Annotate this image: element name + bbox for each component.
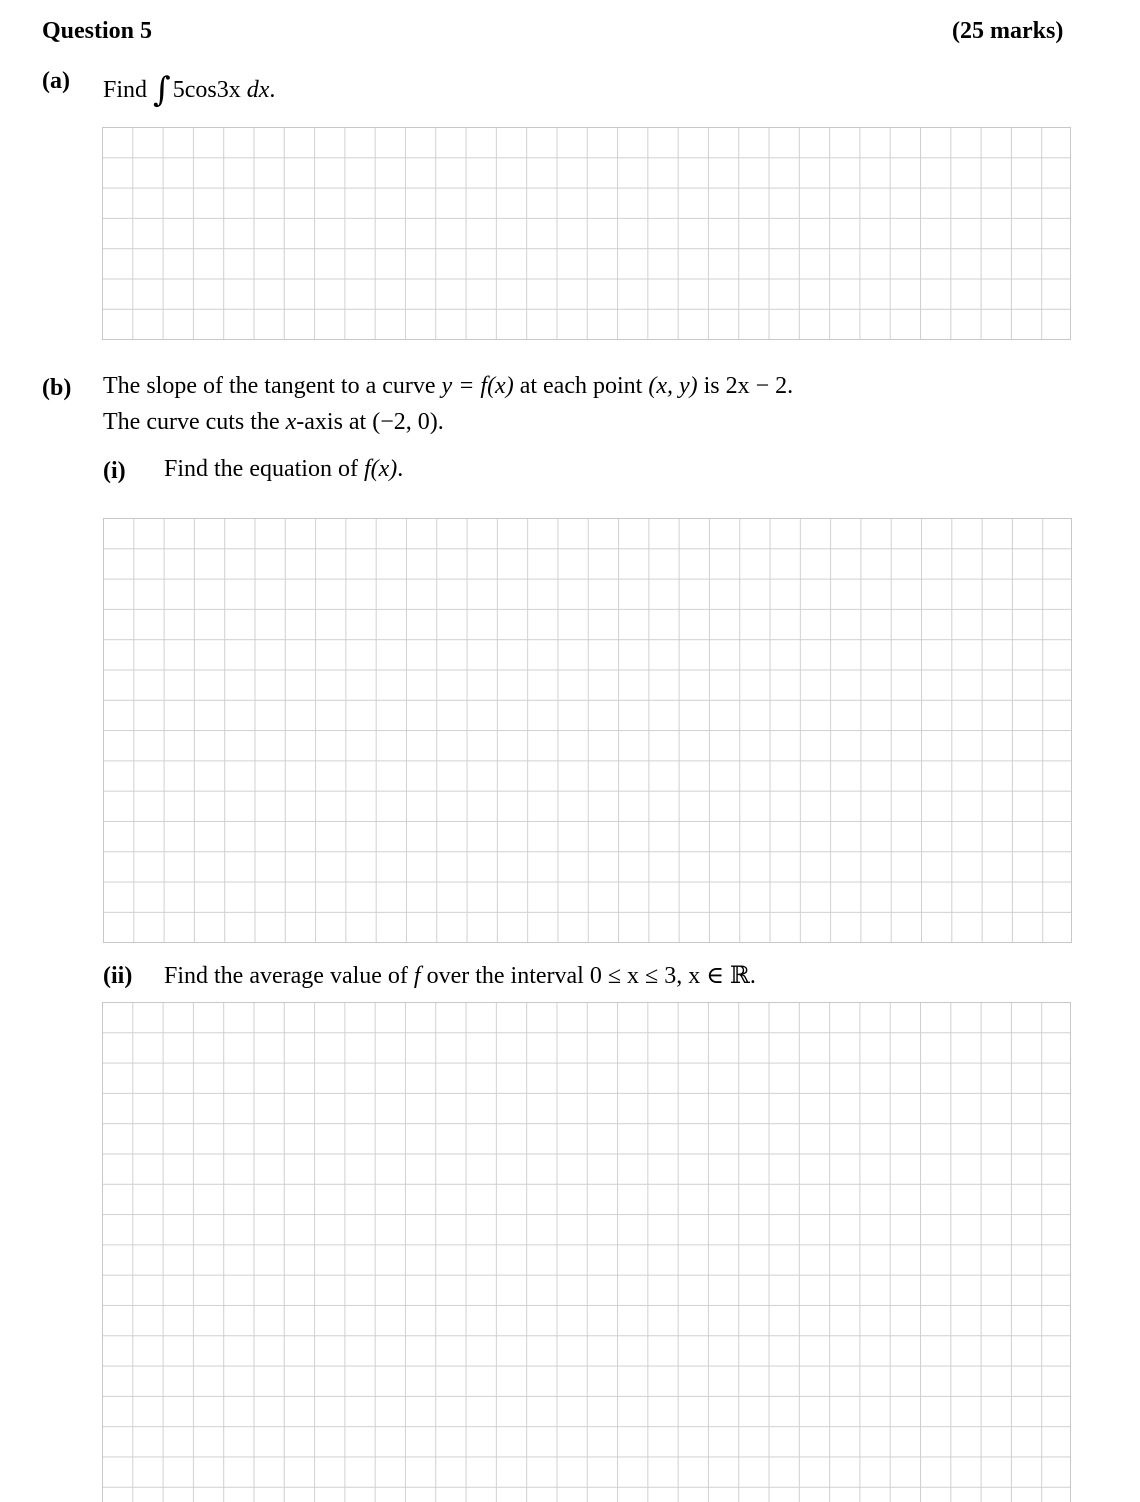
part-b-line1-expression: 2x − 2. <box>725 373 794 399</box>
part-b-line1-equation: y = f(x) <box>441 373 514 399</box>
part-a-differential: dx <box>246 77 270 103</box>
answer-grid-b-ii[interactable] <box>102 1002 1071 1502</box>
answer-grid-a[interactable] <box>102 127 1071 340</box>
part-b-label: (b) <box>42 375 72 401</box>
part-b-i-text: Find the equation of <box>164 456 358 482</box>
part-b-i-question <box>164 456 403 483</box>
part-b-line1-is: is <box>703 373 720 399</box>
part-a-integrand: 5cos3x <box>172 77 241 103</box>
part-b-ii-interval: 0 ≤ x ≤ 3, x ∈ ℝ. <box>589 963 756 989</box>
answer-grid-b-i[interactable] <box>103 518 1072 943</box>
part-b-line1-point: (x, y) <box>648 373 698 399</box>
part-b-ii-func: f <box>413 963 421 989</box>
question-title: Question 5 <box>42 18 153 44</box>
marks-label: (25 marks) <box>952 18 1064 44</box>
part-b-line-1 <box>103 373 793 400</box>
part-a-end-punct: . <box>269 77 276 103</box>
part-a-instruction: Find <box>103 77 148 103</box>
part-b-ii-question <box>164 961 756 990</box>
part-b-i-label: (i) <box>103 458 126 484</box>
part-a-label: (a) <box>42 68 70 94</box>
integral-sign-icon: ∫ <box>153 70 171 110</box>
part-b-line2-start: The curve cuts the <box>103 409 280 435</box>
part-a-question <box>103 66 276 110</box>
part-b-line2-var: x <box>285 409 297 435</box>
part-b-line-2 <box>103 409 444 436</box>
part-b-line1-mid: at each point <box>519 373 643 399</box>
part-b-ii-text-mid: over the interval <box>426 963 584 989</box>
part-b-ii-label: (ii) <box>103 963 133 989</box>
part-b-line1-start: The slope of the tangent to a curve <box>103 373 436 399</box>
part-b-i-func: f(x) <box>363 456 398 482</box>
part-b-ii-text-start: Find the average value of <box>164 963 408 989</box>
part-b-line2-end: -axis at (−2, 0). <box>296 409 444 435</box>
part-b-i-end-punct: . <box>397 456 404 482</box>
